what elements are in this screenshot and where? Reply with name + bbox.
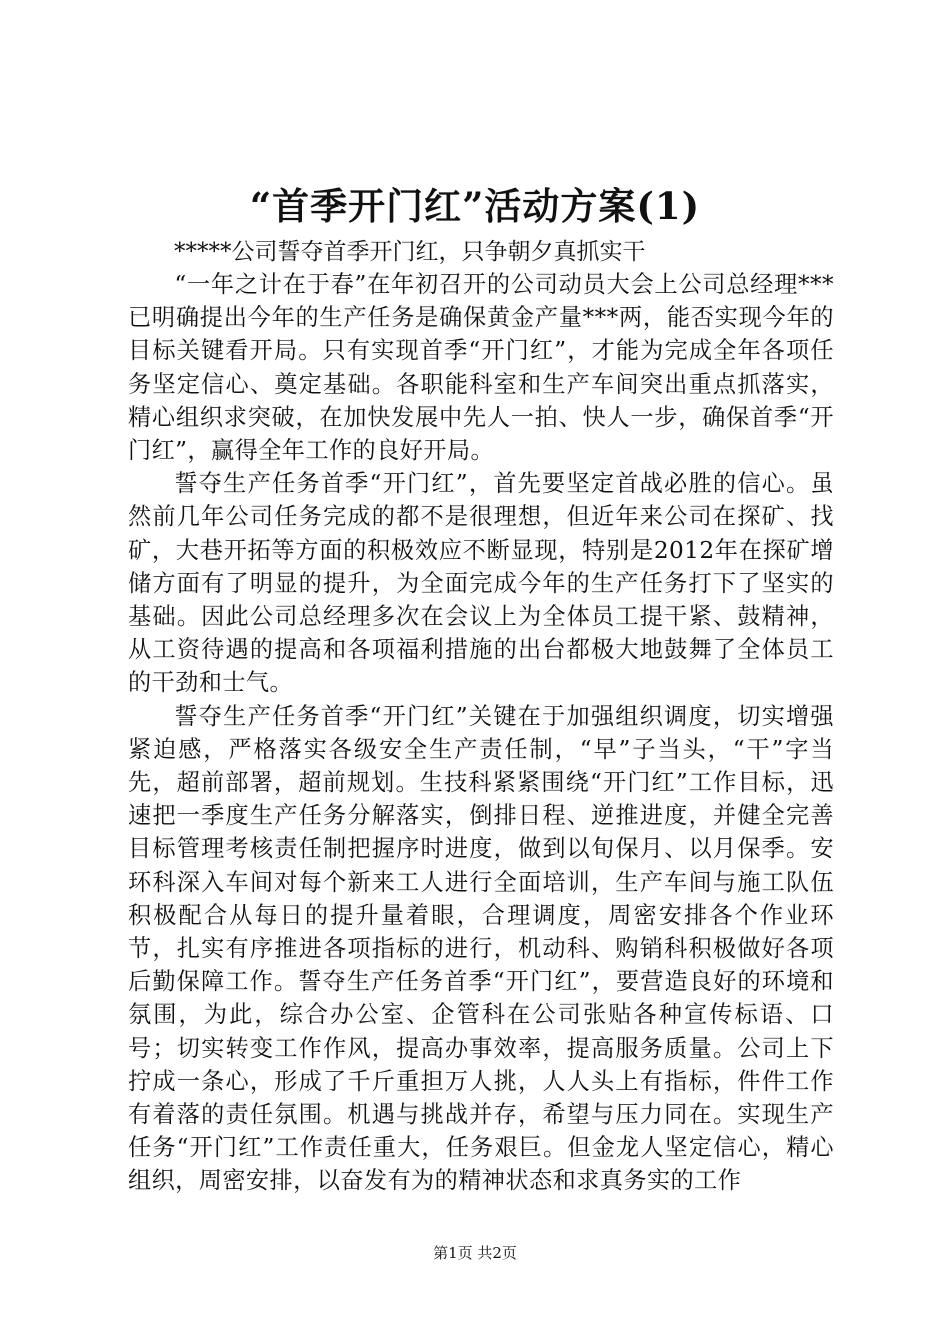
body-paragraph-2: 誓夺生产任务首季“开门红”，首先要坚定首战必胜的信心。虽然前几年公司任务完成的都不是很理想，但近年来公司在探矿、找矿，大巷开拓等方面的积极效应不断显现，特别是2012年在探矿增储方面有了明显的提升，为全面完成今年的生产任务打下了坚实的基础。因此公司总经理多次在会议上为全体员工提干紧、鼓精神，从工资待遇的提高和各项福利措施的出台都极大地鼓舞了全体员工的干劲和士气。: [128, 470, 834, 697]
body-paragraph-1: “一年之计在于春”在年初召开的公司动员大会上公司总经理***已明确提出今年的生产任务是确保黄金产量***两，能否实现今年的目标关键看开局。只有实现首季“开门红”，才能为完成全年各项任务坚定信心、奠定基础。各职能科室和生产车间突出重点抓落实，精心组织求突破，在加快发展中先人一拍、快人一步，确保首季“开门红”，赢得全年工作的良好开局。: [128, 271, 834, 465]
document-body: [128, 268, 834, 1198]
body-paragraph-3: 誓夺生产任务首季“开门红”关键在于加强组织调度，切实增强紧迫感，严格落实各级安全生产责任制，“早”子当头，“干”字当先，超前部署，超前规划。生技科紧紧围绕“开门红”工作目标，迅速把一季度生产任务分解落实，倒排日程、逆推进度，并健全完善目标管理考核责任制把握序时进度，做到以旬保月、以月保季。安环科深入车间对每个新来工人进行全面培训，生产车间与施工队伍积极配合从每日的提升量着眼，合理调度，周密安排各个作业环节，扎实有序推进各项指标的进行，机动科、购销科积极做好各项后勤保障工作。誓夺生产任务首季“开门红”，要营造良好的环境和氛围，为此，综合办公室、企管科在公司张贴各种宣传标语、口号；切实转变工作作风，提高办事效率，提高服务质量。公司上下拧成一条心，形成了千斤重担万人挑，人人头上有指标，件件工作有着落的责任氛围。机遇与挑战并存，希望与压力同在。实现生产任务“开门红”工作责任重大，任务艰巨。但金龙人坚定信心，精心组织，周密安排，以奋发有为的精神状态和求真务实的工作: [128, 702, 834, 1195]
page-footer: 第1页 共2页: [433, 1244, 517, 1262]
document-subtitle: *****公司誓夺首季开门红，只争朝夕真抓实干: [174, 239, 646, 265]
document-title: “首季开门红”活动方案(1): [249, 184, 701, 228]
